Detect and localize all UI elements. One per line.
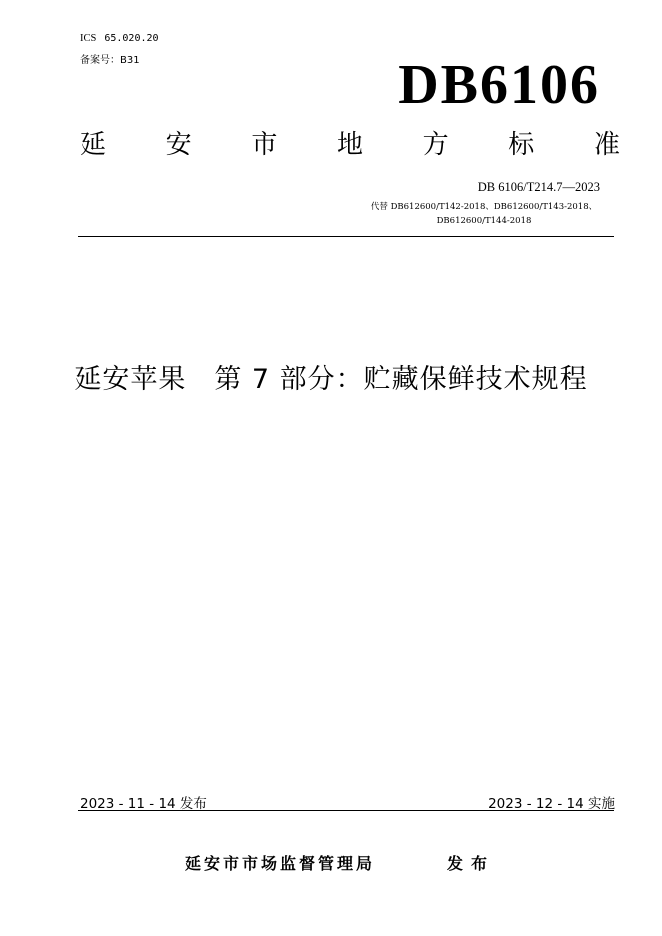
issuer-action: 发布 (447, 854, 496, 873)
replaces-line: DB612600/T144-2018 (436, 216, 532, 226)
document-title (0, 357, 662, 396)
record-number: 备案号：B31 (80, 55, 140, 66)
standard-type-char: 市 (251, 130, 278, 160)
ics-code: 65.020.20 (104, 33, 159, 44)
standard-code: DB6106 (398, 54, 600, 116)
header-divider (78, 236, 614, 237)
standard-type (80, 128, 620, 162)
footer-divider (78, 810, 614, 811)
replaces-line: 代替 DB612600/T142-2018、DB612600/T143-2018、 (370, 202, 598, 212)
issuer: 延安市市场监督管理局 (185, 854, 376, 873)
standard-type-char: 标 (508, 130, 535, 160)
replaces-note (354, 200, 614, 228)
implement-date: 2023 - 12 - 14 实施 (488, 796, 615, 812)
standard-type-char: 地 (336, 130, 363, 160)
ics-label: ICS (80, 33, 97, 44)
standard-type-char: 准 (593, 130, 620, 160)
publish-date: 2023 - 11 - 14 发布 (80, 796, 207, 812)
standard-type-char: 延 (80, 130, 107, 160)
standard-number: DB 6106/T214.7—2023 (477, 180, 600, 194)
standard-type-char: 安 (165, 130, 192, 160)
ics-code-line (80, 33, 159, 44)
title-main: 延安苹果 (74, 364, 187, 395)
standard-type-char: 方 (422, 130, 449, 160)
title-part: 第 7 部分：贮藏保鲜技术规程 (214, 364, 588, 395)
